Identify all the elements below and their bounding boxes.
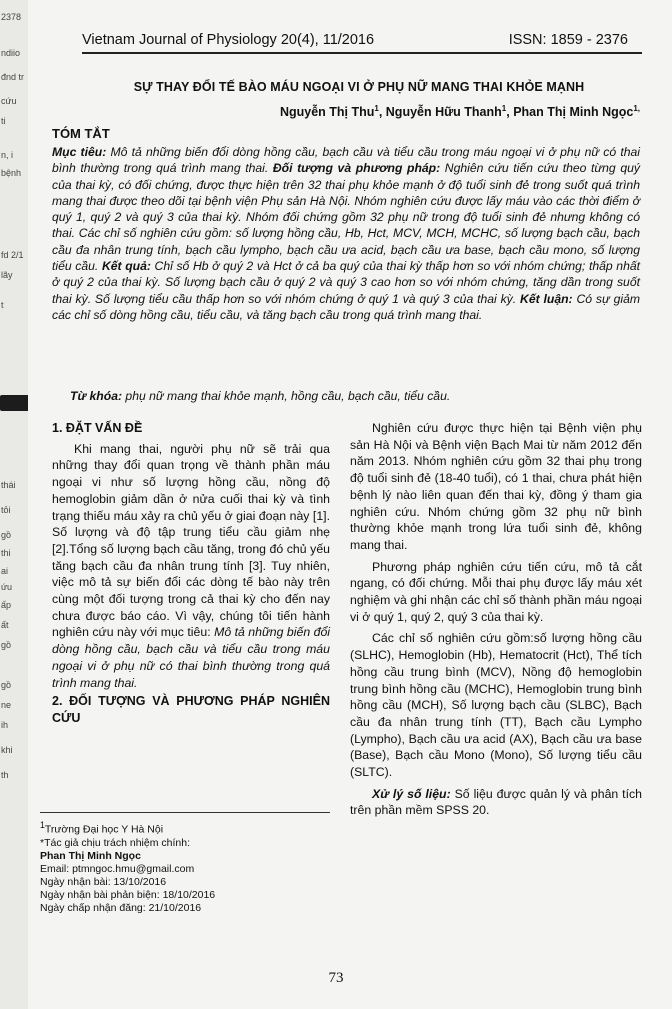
author-affiliation-mark: 1: [374, 104, 379, 113]
footnote-received: Ngày nhận bài: 13/10/2016: [40, 875, 167, 888]
margin-fragment: khi: [1, 745, 13, 755]
margin-fragment: t: [1, 300, 4, 310]
keywords: [70, 389, 640, 403]
margin-fragment: đnd tr: [1, 72, 25, 82]
margin-fragment: fd 2/1: [1, 250, 24, 260]
article-title: SỰ THAY ĐỔI TẾ BÀO MÁU NGOẠI VI Ở PHỤ NỮ MANG THAI KHỎE MẠNH: [133, 80, 585, 94]
body-paragraph: [52, 441, 330, 692]
paragraph-text: Khi mang thai, người phụ nữ sẽ trải qua những thay đổi quan trọng về thành phần máu ngoại vi như số lượng hồng cầu, nồng độ hemoglobin giảm dần ở nửa cuối thai kỳ và tình trạng thiếu máu xảy ra chủ yếu ở giai đoạn này [1]. Số lượng và độ tập trung tiểu cầu giảm nhẹ [2].Tổng số lượng bạch cầu tăng, trong đó chủ yếu tăng bạch cầu đa nhân trung tính [3]. Tuy nhiên, việc mô tả sự biến đổi các dòng tế bào này trên cùng một đối tượng trong cả thai kỳ cho đến nay chưa được báo cáo. Vì vậy, chúng tôi tiến hành nghiên cứu này với mục tiêu:: [52, 441, 330, 640]
margin-fragment: tỏi: [1, 505, 11, 515]
margin-fragment: 2378: [1, 12, 22, 22]
margin-fragment: thái: [1, 480, 16, 490]
footnotes: [40, 812, 330, 915]
author-name: Phan Thị Minh Ngọc: [513, 105, 634, 120]
footnote-corresponding: *Tác giả chịu trách nhiệm chính:: [40, 836, 190, 849]
footnote-accepted: Ngày chấp nhận đăng: 21/10/2016: [40, 901, 202, 914]
margin-fragment: thi: [1, 548, 11, 558]
author-separator: ,: [506, 105, 514, 120]
paragraph-italic: Mô tả những biến đổi dòng hồng cầu, bạch cầu và tiểu cầu trong máu ngoại vi ở phụ nữ có thai bình thường trong quá trình mang thai.: [52, 625, 331, 690]
author-name: Nguyễn Thị Thu: [279, 105, 375, 120]
abstract-label: Đối tượng và phương pháp:: [272, 161, 441, 176]
author-list: [180, 104, 640, 119]
margin-fragment: ti: [1, 116, 6, 126]
margin-fragment: ndiio: [1, 48, 21, 58]
keywords-text: phụ nữ mang thai khỏe mạnh, hồng cầu, bạch cầu, tiểu cầu.: [122, 389, 451, 403]
body-paragraph: Nghiên cứu được thực hiện tại Bệnh viện phụ sản Hà Nội và Bệnh viện Bạch Mai từ năm 2012 đến năm 2013. Nhóm nghiên cứu gồm 32 thai phụ trong độ tuổi sinh đẻ (18-40 tuổi), có 1 thai, chưa phát hiện bệnh lý nào liên quan đến thai kỳ, đồng ý tham gia nghiên cứu. Nhóm chứng gồm 32 phụ nữ bình thường khỏe mạnh trong lứa tuổi sinh đẻ, không mang thai.: [350, 421, 642, 552]
footnote-mark: 1: [40, 820, 45, 830]
footnote-reviewed: Ngày nhận bài phản biện: 18/10/2016: [40, 888, 216, 901]
ink-blot: [0, 395, 28, 411]
abstract-label: Kết quả:: [101, 259, 151, 274]
margin-fragment: ất: [1, 620, 9, 630]
abstract-text: Có sự giảm các chỉ số dòng hồng cầu, tiểu cầu, và tăng bạch cầu trong quá trình mang thai.: [52, 291, 640, 322]
author-affiliation-mark: 1: [501, 104, 507, 113]
author-name: Nguyễn Hữu Thanh: [385, 105, 502, 120]
abstract-body: [52, 144, 640, 323]
margin-fragment: cứu: [1, 96, 17, 106]
margin-fragment: ai: [1, 566, 9, 576]
author-separator: ,: [378, 105, 386, 120]
margin-fragment: gồ: [1, 530, 12, 540]
section-heading: 2. ĐỐI TƯỢNG VÀ PHƯƠNG PHÁP NGHIÊN CỨU: [52, 694, 330, 725]
abstract-label: Mục tiêu:: [52, 145, 107, 159]
body-paragraph: Các chỉ số nghiên cứu gồm:số lượng hồng cầu (SLHC), Hemoglobin (Hb), Hematocrit (Hct), Thể tích hồng cầu trung bình (MCV), Nồng độ hemoglobin trung bình hồng cầu (MCHC), Hemoglobin trung bình hồng cầu (MCH), Số lượng bạch cầu (SLBC), Bạch cầu đa nhân trung tính (TT), Bạch cầu Lympho (Lympho), Bạch cầu ưa acid (AX), Bạch cầu ưa base (Base), Bạch cầu Mono (Mono), Số lượng tiểu cầu (SLTC).: [350, 631, 642, 780]
page-number: 73: [328, 970, 344, 986]
margin-fragment: ne: [1, 700, 12, 710]
paragraph-label: Xử lý số liệu:: [372, 786, 451, 801]
left-column: [52, 420, 330, 731]
margin-fragment: gồ: [1, 640, 12, 650]
margin-fragment: th: [1, 770, 9, 780]
section-heading: 1. ĐẶT VẤN ĐỀ: [52, 421, 143, 435]
abstract-text: Nghiên cứu tiến cứu theo từng quý của thai kỳ, có đối chứng, được thực hiện trên 32 thai phụ khỏe mạnh ở độ tuổi sinh đẻ trong suốt quá trình mang thai được theo dõi tại bệnh viện Phụ sản Hà Nội. Nhóm nghiên cứu được lấy máu vào các thời điểm ở quý 1, quý 2 và quý 3 của thai kỳ. Nhóm đối chứng gồm 32 phụ nữ trong độ tuổi sinh đẻ nhưng không có thai. Các chỉ số nghiên cứu gồm: số lượng hồng cầu, Hb, Hct, MCV, MCH, MCHC, số lượng bạch cầu, bạch cầu đa nhân trung tính, bạch cầu lympho, bạch cầu ưa acid, bạch cầu ưa base, bạch cầu mono, số lượng tiểu cầu.: [52, 161, 640, 274]
keywords-label: Từ khóa:: [70, 389, 123, 403]
margin-fragment: ứu: [1, 582, 13, 592]
author-affiliation-mark: 1,: [633, 104, 640, 113]
margin-fragment: lãy: [1, 270, 13, 280]
abstract-label: Kết luận:: [520, 291, 573, 306]
margin-fragment: gồ: [1, 680, 12, 690]
footnote-name: Phan Thị Minh Ngọc: [40, 849, 141, 862]
margin-fragment: ấp: [1, 600, 12, 610]
abstract-text: Mô tả những biến đổi dòng hồng cầu, bạch cầu và tiểu cầu trong máu ngoại vi ở phụ nữ có thai bình thường trong quá trình mang thai.: [52, 145, 640, 176]
body-paragraph: Phương pháp nghiên cứu tiến cứu, mô tả cắt ngang, có đối chứng. Mỗi thai phụ được lấy máu xét nghiệm và ghi nhận các chỉ số thành phần máu ngoại vi ở quý 1, quý 2, quý 3 của thai kỳ.: [350, 559, 642, 624]
margin-fragment: ih: [1, 720, 9, 730]
paragraph-text: Số liệu được quản lý và phân tích trên phần mềm SPSS 20.: [350, 786, 642, 818]
margin-fragment: n, i: [1, 150, 14, 160]
left-margin-bleed: [0, 0, 28, 1009]
footnote-email: Email: ptmngoc.hmu@gmail.com: [40, 862, 195, 875]
margin-fragment: bệnh: [1, 168, 22, 178]
abstract-heading: TÓM TẮT: [52, 126, 110, 141]
footnote-affiliation: $^1$Trường Đại học Y Hà Nội: [40, 820, 164, 836]
body-paragraph: [350, 786, 642, 819]
journal-name: Vietnam Journal of Physiology 20(4), 11/2016: [82, 32, 375, 48]
journal-header: [82, 32, 642, 54]
abstract-text: Chỉ số Hb ở quý 2 và Hct ở cả ba quý của thai kỳ thấp hơn so với nhóm chứng; thấp nhất ở quý 2 của thai kỳ. Số lượng bạch cầu ở quý 2 và quý 3 cao hơn so với nhóm chứng, tăng dần trong suốt thai kỳ. Số lượng tiểu cầu thấp hơn so với nhóm chứng ở quý 1 và quý 3 của thai kỳ.: [52, 259, 641, 306]
issn: ISSN: 1859 - 2376: [508, 32, 628, 48]
right-column: [350, 420, 642, 824]
